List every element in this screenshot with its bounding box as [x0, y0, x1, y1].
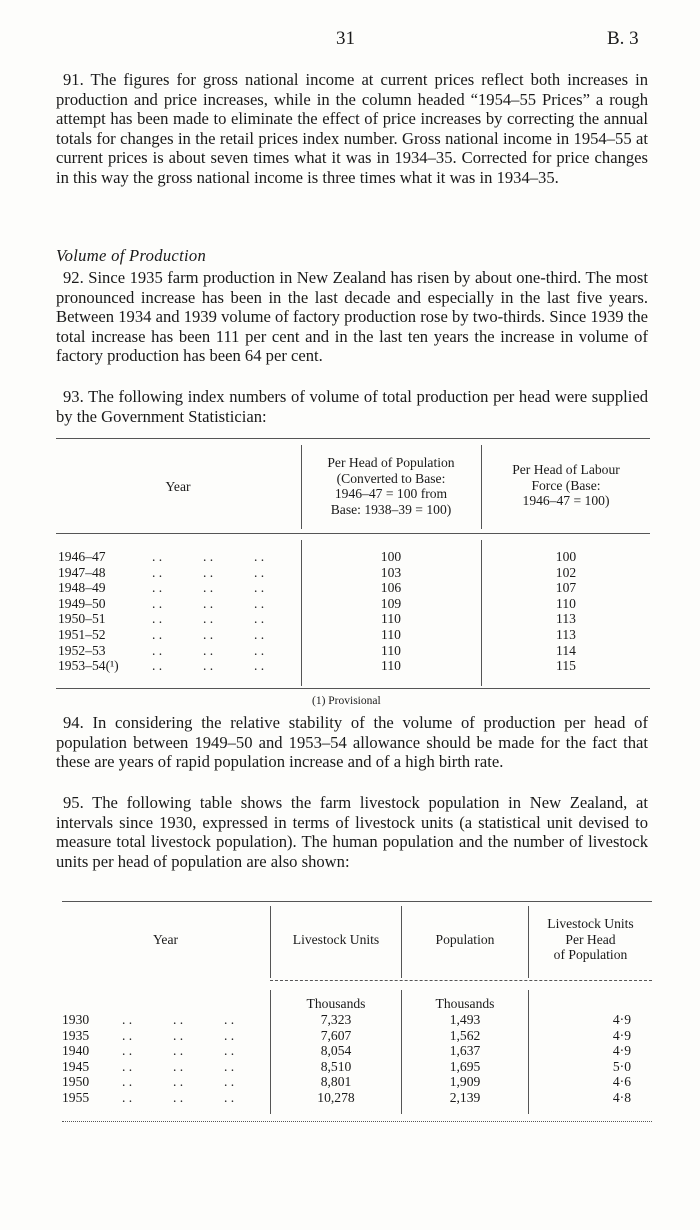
- leader-dots: . . . . . .: [122, 1027, 235, 1043]
- year-cell: 1951–52: [58, 627, 106, 642]
- year-cell: 1950–51: [58, 611, 106, 627]
- paragraph-94: 94. In considering the relative stability of the volume of production per head of population between 1949–50 and 1953–54 allowance should be made for the fact that these are years of rapid population increase and of a high birth rate.: [56, 713, 648, 772]
- leader-dots: . . . . . .: [122, 1090, 235, 1105]
- leader-dots: . . . . . .: [152, 627, 265, 642]
- year-cell: 1953–54(¹): [58, 658, 119, 674]
- header-line: Per Head of Population: [327, 455, 455, 470]
- year-cell: 1950: [62, 1074, 90, 1090]
- year-cell: 1952–53: [58, 642, 106, 658]
- header-line: 1946–47 = 100 from: [334, 486, 448, 501]
- column-header-per-head-population: [302, 455, 480, 517]
- header-line: Per Head of Labour: [512, 462, 620, 477]
- year-cell: 1935: [62, 1027, 90, 1043]
- livestock-per-head-cell: 4·9: [612, 1027, 631, 1043]
- header-line: (Converted to Base:: [336, 470, 446, 486]
- livestock-units-cell: 8,801: [320, 1074, 352, 1090]
- labour-index-cell: 100: [555, 549, 577, 564]
- population-index-cell: 100: [380, 549, 402, 564]
- table-rule: [270, 980, 652, 981]
- livestock-per-head-cell: 4·8: [612, 1090, 631, 1105]
- column-header-year: Year: [152, 932, 179, 947]
- leader-dots: . . . . . .: [152, 658, 265, 674]
- leader-dots: . . . . . .: [122, 1074, 235, 1090]
- livestock-units-unit: Thousands: [306, 996, 366, 1011]
- header-line: 1946–47 = 100): [522, 493, 610, 508]
- table-rule: [62, 1121, 652, 1122]
- livestock-units-cell: 7,607: [320, 1027, 352, 1043]
- table-footnote: (1) Provisional: [312, 695, 381, 707]
- population-index-cell: 110: [381, 611, 401, 627]
- population-cell: 1,695: [449, 1058, 481, 1074]
- leader-dots: . . . . . .: [152, 564, 265, 580]
- header-line: Force (Base:: [531, 477, 601, 493]
- population-cell: 1,909: [449, 1074, 481, 1090]
- leader-dots: . . . . . .: [152, 642, 265, 658]
- paragraph-92: 92. Since 1935 farm production in New Zealand has risen by about one-third. The most pronounced increase has been in the last decade and especially in the last five years. Between 1934 and 1939 volume of factory production rose by two-thirds. Since 1939 the total increase has been 111 per cent and in the last ten years the increase in volume of factory production has been 64 per cent.: [56, 268, 648, 366]
- population-index-cell: 103: [380, 564, 402, 580]
- labour-index-cell: 115: [556, 658, 576, 674]
- year-cell: 1940: [62, 1043, 90, 1059]
- population-cell: 1,493: [449, 1012, 481, 1027]
- column-header-livestock-per-head: [529, 916, 652, 963]
- labour-index-cell: 114: [556, 642, 576, 658]
- labour-index-cell: 110: [556, 595, 576, 611]
- table-rule: [56, 533, 650, 534]
- section-heading: Volume of Production: [56, 246, 207, 265]
- header-line: Livestock Units: [547, 916, 634, 931]
- paragraph-91: 91. The figures for gross national income at current prices reflect both increases in production and price increases, while in the column headed “1954–55 Prices” a rough attempt has been made to eliminate the effect of price increases by correcting the annual totals for changes in the retail prices index number. Gross national income in 1954–55 at current prices is about seven times what it was in 1934–35. Corrected for price changes in this way the gross national income is three times what it was in 1934–35.: [56, 70, 648, 187]
- leader-dots: . . . . . .: [152, 595, 265, 611]
- labour-index-cell: 113: [556, 627, 576, 642]
- header-line: Base: 1938–39 = 100): [330, 501, 452, 517]
- page-number: 31: [336, 28, 355, 49]
- leader-dots: . . . . . .: [152, 580, 265, 596]
- labour-index-cell: 113: [556, 611, 576, 627]
- year-cell: 1955: [62, 1090, 90, 1105]
- header-line: Per Head: [565, 931, 616, 947]
- year-cell: 1947–48: [58, 564, 106, 580]
- leader-dots: . . . . . .: [122, 1043, 235, 1059]
- labour-index-cell: 107: [555, 580, 577, 596]
- population-cell: 1,637: [449, 1043, 481, 1059]
- year-cell: 1930: [62, 1012, 90, 1027]
- paragraph-95: 95. The following table shows the farm livestock population in New Zealand, at intervals since 1930, expressed in terms of livestock units (a statistical unit devised to measure total livestock population). The human population and the number of livestock units per head of population are also shown:: [56, 793, 648, 871]
- column-header-population: Population: [435, 932, 495, 947]
- paragraph-93: 93. The following index numbers of volume of total production per head were supplied by the Government Statistician:: [56, 387, 648, 426]
- livestock-units-cell: 8,510: [320, 1058, 352, 1074]
- year-cell: 1948–49: [58, 580, 106, 596]
- column-header-year: Year: [165, 479, 191, 494]
- year-cell: 1949–50: [58, 595, 106, 611]
- population-cell: 2,139: [449, 1090, 481, 1105]
- population-cell: 1,562: [449, 1027, 481, 1043]
- column-header-livestock-units: Livestock Units: [292, 932, 380, 947]
- leader-dots: . . . . . .: [122, 1012, 235, 1027]
- column-header-per-head-labour: [482, 462, 650, 509]
- table-rule: [56, 688, 650, 689]
- livestock-per-head-cell: 4·9: [612, 1012, 631, 1027]
- page-header: [0, 28, 700, 52]
- document-code: B. 3: [607, 28, 639, 49]
- year-cell: 1945: [62, 1058, 90, 1074]
- livestock-per-head-cell: 4·9: [612, 1043, 631, 1059]
- population-unit: Thousands: [435, 996, 495, 1011]
- leader-dots: . . . . . .: [152, 611, 265, 627]
- livestock-units-cell: 7,323: [320, 1012, 352, 1027]
- table-rule: [56, 438, 650, 439]
- population-index-cell: 110: [381, 658, 401, 674]
- header-line: of Population: [553, 947, 628, 962]
- leader-dots: . . . . . .: [152, 549, 265, 564]
- livestock-units-cell: 8,054: [320, 1043, 352, 1059]
- table-rule: [62, 901, 652, 902]
- population-index-cell: 106: [380, 580, 402, 596]
- population-index-cell: 110: [381, 642, 401, 658]
- labour-index-cell: 102: [555, 564, 577, 580]
- population-index-cell: 110: [381, 627, 401, 642]
- leader-dots: . . . . . .: [122, 1058, 235, 1074]
- livestock-units-cell: 10,278: [317, 1090, 355, 1105]
- population-index-cell: 109: [380, 595, 402, 611]
- livestock-per-head-cell: 5·0: [612, 1058, 631, 1074]
- year-cell: 1946–47: [58, 549, 106, 564]
- livestock-per-head-cell: 4·6: [612, 1074, 631, 1090]
